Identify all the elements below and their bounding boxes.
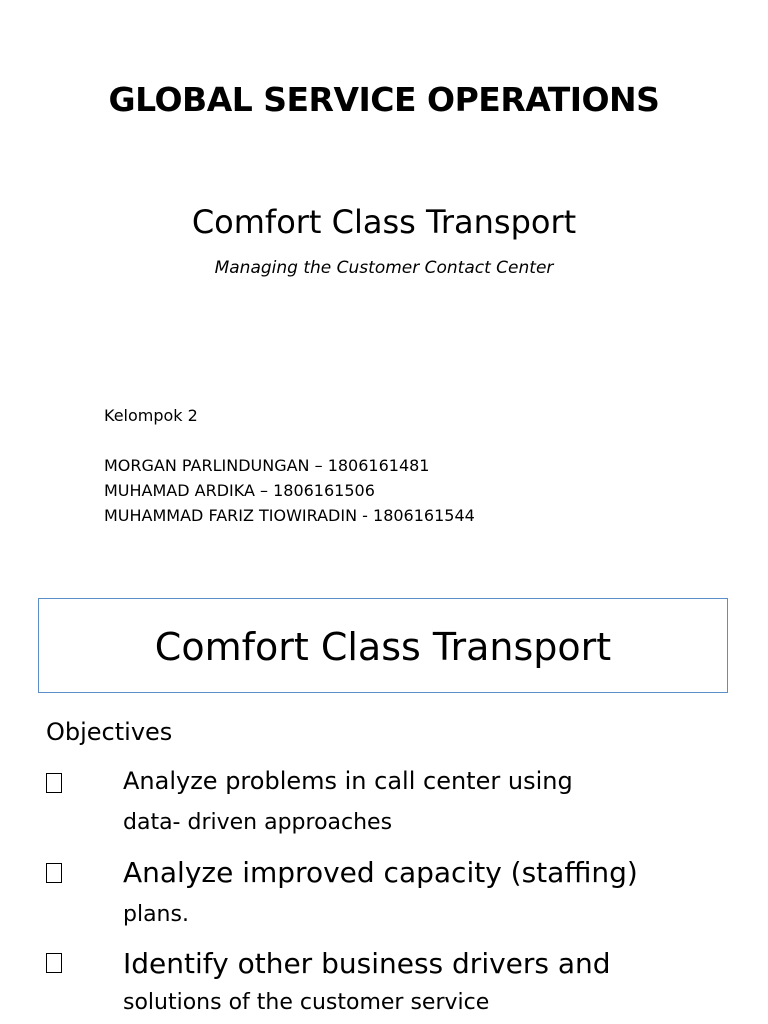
missing-glyph-icon — [46, 773, 62, 793]
objective-line: plans. — [123, 902, 189, 927]
presentation-tagline: Managing the Customer Contact Center — [214, 258, 554, 278]
objective-line: Identify other business drivers and — [123, 947, 611, 980]
objective-line: solutions of the customer service — [123, 990, 490, 1015]
member-item: MUHAMMAD FARIZ TIOWIRADIN - 1806161544 — [104, 506, 475, 525]
missing-glyph-icon — [46, 863, 62, 883]
objectives-heading: Objectives — [46, 718, 173, 746]
member-item: MORGAN PARLINDUNGAN – 1806161481 — [104, 456, 430, 475]
slide-title: Comfort Class Transport — [154, 625, 612, 669]
presentation-subtitle: Comfort Class Transport — [191, 203, 577, 241]
missing-glyph-icon — [46, 953, 62, 973]
objective-line: Analyze problems in call center using — [123, 767, 573, 795]
group-info — [104, 403, 475, 528]
slide-title-box — [38, 598, 728, 693]
member-item: MUHAMAD ARDIKA – 1806161506 — [104, 481, 375, 500]
objective-line: Analyze improved capacity (staffing) — [123, 856, 638, 889]
page-title: GLOBAL SERVICE OPERATIONS — [108, 80, 660, 119]
group-label: Kelompok 2 — [104, 406, 198, 425]
objective-line: data- driven approaches — [123, 810, 393, 835]
